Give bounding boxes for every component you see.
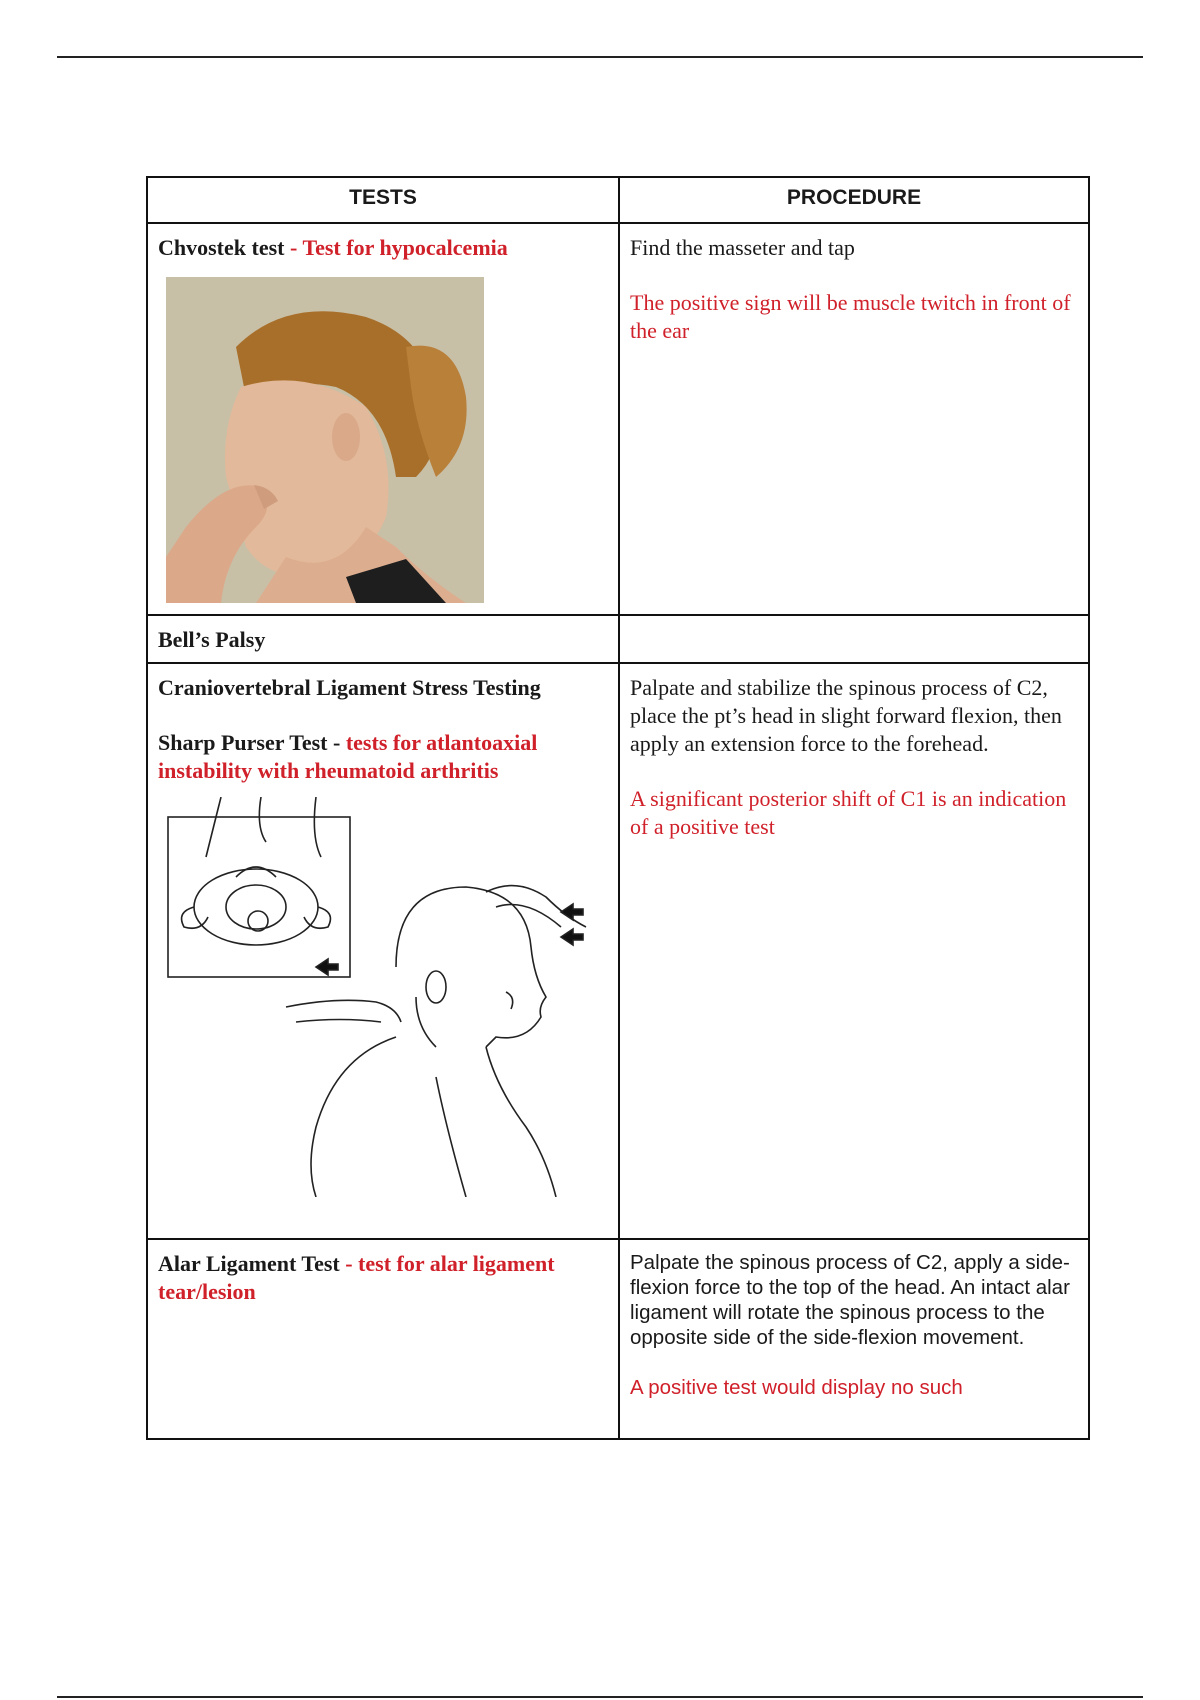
header-rule <box>57 56 1143 58</box>
test-cell <box>147 223 619 615</box>
test-purpose: Test for hypocalcemia <box>302 235 508 260</box>
test-title <box>158 234 608 262</box>
test-name: Alar Ligament Test <box>158 1251 340 1276</box>
test-name: Chvostek test <box>158 235 285 260</box>
test-cell <box>147 615 619 663</box>
tests-table <box>146 176 1090 1440</box>
procedure-cell <box>619 1239 1089 1439</box>
procedure-cell <box>619 615 1089 663</box>
test-separator: - <box>327 730 346 755</box>
table-row-sharp-purser <box>147 663 1089 1239</box>
test-purpose: tests for atlantoaxial instability with rheumatoid arthritis <box>158 730 538 783</box>
sharp-purser-illustration <box>166 797 596 1197</box>
test-cell <box>147 663 619 1239</box>
procedure-text: Find the masseter and tap <box>630 235 855 260</box>
sharp-purser-drawing <box>166 797 596 1197</box>
tests-column-header: TESTS <box>147 177 619 223</box>
header-row <box>147 177 1089 223</box>
test-title <box>158 729 608 785</box>
procedure-text: Palpate and stabilize the spinous process of C2, place the pt’s head in slight forward flexion, then apply an extension force to the forehead. <box>630 675 1062 756</box>
test-purpose: test for alar ligament tear/lesion <box>158 1251 555 1304</box>
test-title <box>158 1250 608 1306</box>
procedure-cell <box>619 223 1089 615</box>
chvostek-photo-illustration <box>166 277 484 603</box>
test-name: Sharp Purser Test <box>158 730 328 755</box>
section-heading: Craniovertebral Ligament Stress Testing <box>158 675 541 700</box>
table-row-bells-palsy <box>147 615 1089 663</box>
test-separator: - <box>284 235 303 260</box>
procedure-text: Palpate the spinous process of C2, apply a side-flexion force to the top of the head. An intact alar ligament will rotate the spinous process to the opposite side of the side-flexion movement. <box>630 1251 1070 1349</box>
procedure-column-header: PROCEDURE <box>619 177 1089 223</box>
table-row-alar-ligament <box>147 1239 1089 1439</box>
positive-sign-text: The positive sign will be muscle twitch in front of the ear <box>630 290 1071 343</box>
chvostek-photo <box>166 277 484 603</box>
test-separator: - <box>339 1251 359 1276</box>
test-name: Bell’s Palsy <box>158 627 266 652</box>
table-row-chvostek <box>147 223 1089 615</box>
positive-sign-text: A positive test would display no such <box>630 1376 963 1399</box>
footer-rule <box>57 1696 1143 1698</box>
test-cell <box>147 1239 619 1439</box>
positive-sign-text: A significant posterior shift of C1 is an indication of a positive test <box>630 786 1067 839</box>
procedure-cell <box>619 663 1089 1239</box>
